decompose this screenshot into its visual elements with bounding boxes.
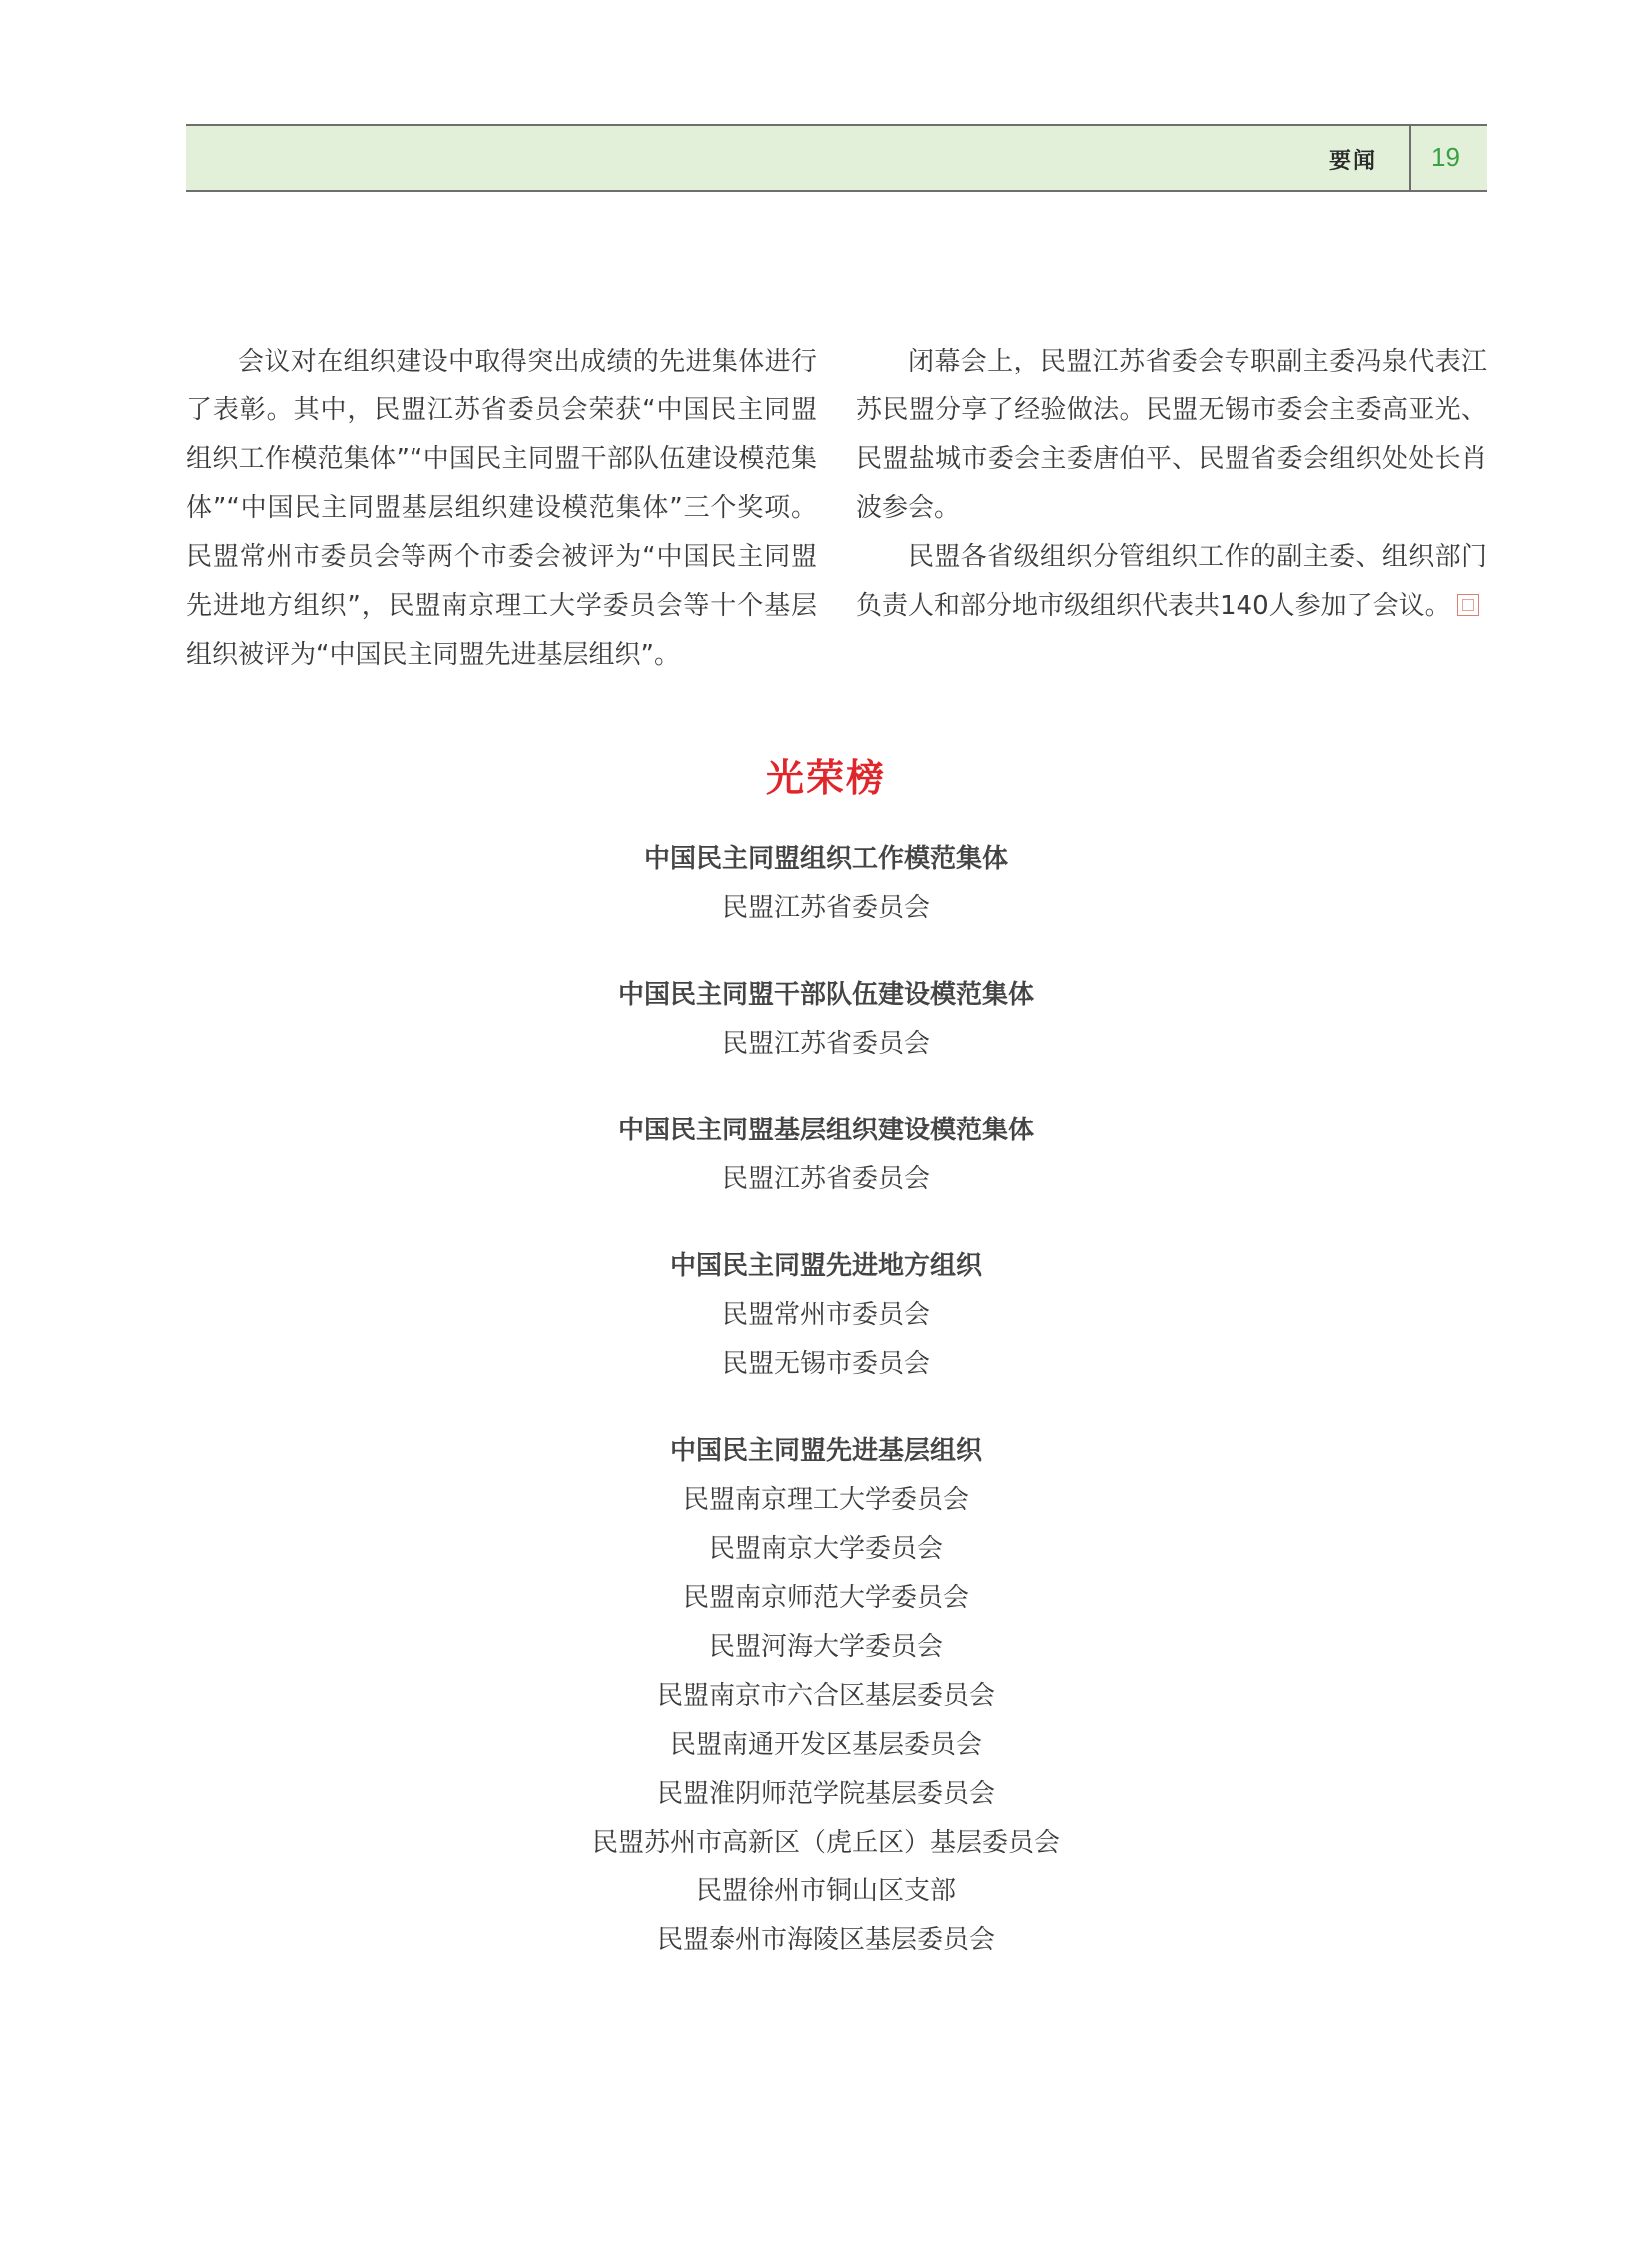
recipient: 民盟泰州市海陵区基层委员会 xyxy=(656,1925,995,1955)
recipient: 民盟无锡市委员会 xyxy=(721,1349,930,1379)
page-number: 19 xyxy=(1431,142,1460,172)
honor-group xyxy=(0,1242,1652,1389)
recipient: 民盟南京大学委员会 xyxy=(708,1534,943,1564)
recipient: 民盟河海大学委员会 xyxy=(708,1632,943,1662)
honor-group xyxy=(0,835,1652,933)
honor-group xyxy=(0,1427,1652,1965)
recipient: 民盟南京理工大学委员会 xyxy=(682,1485,969,1515)
paragraph: 会议对在组织建设中取得突出成绩的先进集体进行了表彰。其中，民盟江苏省委员会荣获“中国民主同盟组织工作模范集体”“中国民主同盟干部队伍建设模范集体”“中国民主同盟基层组织建设模范集体”三个奖项。民盟常州市委员会等两个市委会被评为“中国民主同盟先进地方组织”，民盟南京理工大学委员会等十个基层组织被评为“中国民主同盟先进基层组织”。 xyxy=(186,347,817,670)
recipient: 民盟苏州市高新区（虎丘区）基层委员会 xyxy=(591,1828,1060,1858)
recipient: 民盟徐州市铜山区支部 xyxy=(695,1876,956,1906)
award-name: 中国民主同盟基层组织建设模范集体 xyxy=(617,1116,1034,1145)
honor-roll-list xyxy=(0,835,1652,2003)
paragraph-last xyxy=(856,533,1487,631)
recipient: 民盟常州市委员会 xyxy=(721,1300,930,1330)
left-column xyxy=(186,338,817,680)
paragraph: 闭幕会上，民盟江苏省委会专职副主委冯泉代表江苏民盟分享了经验做法。民盟无锡市委会主委高亚光、民盟盐城市委会主委唐伯平、民盟省委会组织处处长肖波参会。 xyxy=(856,347,1487,523)
end-mark-icon xyxy=(1457,594,1479,616)
recipient: 民盟江苏省委员会 xyxy=(721,893,930,923)
honor-roll-title: 光荣榜 xyxy=(765,756,886,800)
award-name: 中国民主同盟先进基层组织 xyxy=(669,1436,982,1466)
paragraph-text: 民盟各省级组织分管组织工作的副主委、组织部门负责人和部分地市级组织代表共140人参加了会议。 xyxy=(856,542,1487,621)
honor-group xyxy=(0,971,1652,1069)
article-body xyxy=(186,338,1487,680)
recipient: 民盟南京师范大学委员会 xyxy=(682,1583,969,1613)
section-label: 要闻 xyxy=(1328,148,1377,174)
recipient: 民盟江苏省委员会 xyxy=(721,1164,930,1194)
page-header xyxy=(186,124,1487,192)
right-column xyxy=(856,338,1487,680)
recipient: 民盟淮阴师范学院基层委员会 xyxy=(656,1779,995,1809)
recipient: 民盟南通开发区基层委员会 xyxy=(669,1730,982,1760)
award-name: 中国民主同盟组织工作模范集体 xyxy=(643,844,1008,874)
award-name: 中国民主同盟干部队伍建设模范集体 xyxy=(617,980,1034,1010)
recipient: 民盟江苏省委员会 xyxy=(721,1029,930,1059)
honor-group xyxy=(0,1107,1652,1204)
header-divider xyxy=(1409,126,1411,190)
recipient: 民盟南京市六合区基层委员会 xyxy=(656,1681,995,1711)
award-name: 中国民主同盟先进地方组织 xyxy=(669,1251,982,1281)
